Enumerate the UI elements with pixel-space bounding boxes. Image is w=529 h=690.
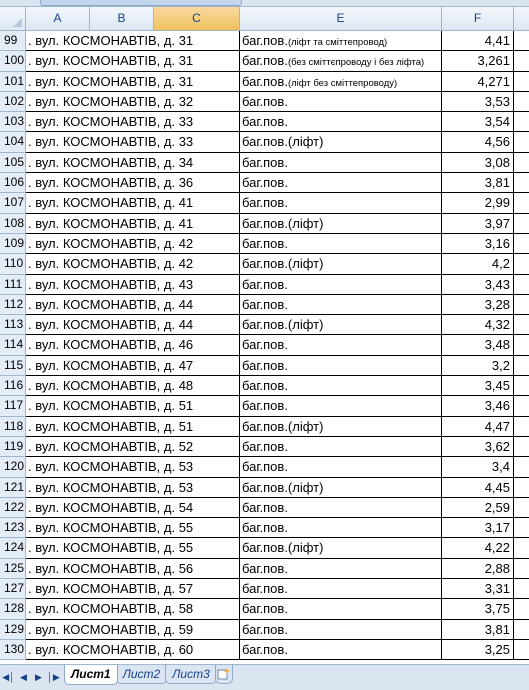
table-row xyxy=(0,417,529,437)
column-headers xyxy=(0,7,529,31)
building-type-cell[interactable] xyxy=(240,72,442,91)
rate-value-cell[interactable]: 3,43 xyxy=(442,275,514,294)
building-type-text: баг.пов. xyxy=(242,195,288,211)
building-type-cell[interactable] xyxy=(240,173,442,192)
address-cell[interactable]: . вул. КОСМОНАВТІВ, д. 44 xyxy=(26,295,240,314)
empty-cell[interactable] xyxy=(514,437,529,456)
building-type-cell[interactable] xyxy=(240,132,442,151)
building-type-cell[interactable] xyxy=(240,599,442,618)
building-type-cell[interactable] xyxy=(240,193,442,212)
building-type-cell[interactable] xyxy=(240,579,442,598)
building-type-text: баг.пов.(ліфт) xyxy=(242,134,324,150)
building-type-cell[interactable] xyxy=(240,295,442,314)
address-cell[interactable]: . вул. КОСМОНАВТІВ, д. 33 xyxy=(26,112,240,131)
address-cell[interactable]: . вул. КОСМОНАВТІВ, д. 33 xyxy=(26,132,240,151)
building-type-text: баг.пов. xyxy=(242,438,288,454)
empty-cell[interactable] xyxy=(514,31,529,50)
column-header-a[interactable]: A xyxy=(26,7,90,30)
empty-cell[interactable] xyxy=(514,518,529,537)
row-header[interactable]: 119 xyxy=(0,437,26,457)
address-cell[interactable]: . вул. КОСМОНАВТІВ, д. 42 xyxy=(26,234,240,253)
sheet-tabs xyxy=(64,665,231,687)
address-cell[interactable]: . вул. КОСМОНАВТІВ, д. 36 xyxy=(26,173,240,192)
table-row xyxy=(0,112,529,132)
building-type-text: баг.пов. xyxy=(242,235,288,251)
address-cell[interactable]: . вул. КОСМОНАВТІВ, д. 42 xyxy=(26,254,240,273)
empty-cell[interactable] xyxy=(514,295,529,314)
table-row xyxy=(0,234,529,254)
building-type-cell[interactable] xyxy=(240,315,442,334)
building-type-cell[interactable] xyxy=(240,437,442,456)
rate-value-cell[interactable]: 3,16 xyxy=(442,234,514,253)
column-header-b[interactable]: B xyxy=(90,7,154,30)
address-cell[interactable]: . вул. КОСМОНАВТІВ, д. 41 xyxy=(26,193,240,212)
building-type-cell[interactable] xyxy=(240,31,442,50)
rate-value-cell[interactable]: 3,261 xyxy=(442,51,514,70)
next-sheet-icon[interactable]: ▶ xyxy=(35,671,42,682)
building-type-text: баг.пов. xyxy=(242,93,288,109)
table-row xyxy=(0,315,529,335)
table-row xyxy=(0,51,529,71)
table-row xyxy=(0,335,529,355)
address-cell[interactable]: . вул. КОСМОНАВТІВ, д. 58 xyxy=(26,599,240,618)
address-cell[interactable]: . вул. КОСМОНАВТІВ, д. 44 xyxy=(26,315,240,334)
building-type-cell[interactable] xyxy=(240,620,442,639)
rate-value-cell[interactable]: 3,31 xyxy=(442,579,514,598)
row-header[interactable]: 121 xyxy=(0,478,26,498)
empty-cell[interactable] xyxy=(514,478,529,497)
building-type-text: баг.пов. xyxy=(242,601,288,617)
building-type-text: баг.пов. xyxy=(242,154,288,170)
building-type-cell[interactable] xyxy=(240,356,442,375)
table-row xyxy=(0,538,529,558)
row-header[interactable]: 109 xyxy=(0,234,26,254)
empty-cell[interactable] xyxy=(514,315,529,334)
rate-value-cell[interactable]: 3,48 xyxy=(442,335,514,354)
row-header[interactable]: 106 xyxy=(0,173,26,193)
rate-value-cell[interactable]: 3,2 xyxy=(442,356,514,375)
address-cell[interactable]: . вул. КОСМОНАВТІВ, д. 48 xyxy=(26,376,240,395)
table-row xyxy=(0,92,529,112)
empty-cell[interactable] xyxy=(514,72,529,91)
building-type-note: (без сміттєпроводу і без ліфта) xyxy=(287,57,425,69)
table-row xyxy=(0,31,529,51)
column-header-e[interactable]: E xyxy=(240,7,442,30)
building-type-text: баг.пов.(ліфт) xyxy=(242,540,324,556)
row-header[interactable]: 101 xyxy=(0,72,26,92)
address-cell[interactable]: . вул. КОСМОНАВТІВ, д. 46 xyxy=(26,335,240,354)
table-row xyxy=(0,620,529,640)
empty-cell[interactable] xyxy=(514,173,529,192)
building-type-text: баг.пов. xyxy=(242,378,288,394)
address-cell[interactable]: . вул. КОСМОНАВТІВ, д. 31 xyxy=(26,51,240,70)
building-type-cell[interactable] xyxy=(240,153,442,172)
rate-value-cell[interactable]: 4,47 xyxy=(442,417,514,436)
table-row xyxy=(0,579,529,599)
rate-value-cell[interactable]: 4,271 xyxy=(442,72,514,91)
empty-cell[interactable] xyxy=(514,254,529,273)
address-cell[interactable]: . вул. КОСМОНАВТІВ, д. 54 xyxy=(26,498,240,517)
rate-value-cell[interactable]: 3,81 xyxy=(442,620,514,639)
empty-cell[interactable] xyxy=(514,112,529,131)
row-header[interactable]: 110 xyxy=(0,254,26,274)
select-all-corner[interactable] xyxy=(0,7,26,30)
prev-sheet-icon[interactable]: ◀ xyxy=(20,671,27,682)
rate-value-cell[interactable]: 3,08 xyxy=(442,153,514,172)
row-header[interactable]: 122 xyxy=(0,498,26,518)
rate-value-cell[interactable]: 2,99 xyxy=(442,193,514,212)
rate-value-cell[interactable]: 4,45 xyxy=(442,478,514,497)
rate-value-cell[interactable]: 3,46 xyxy=(442,396,514,415)
empty-cell[interactable] xyxy=(514,356,529,375)
empty-cell[interactable] xyxy=(514,559,529,578)
sheet-nav-buttons xyxy=(2,668,60,686)
building-type-cell[interactable] xyxy=(240,92,442,111)
building-type-text: баг.пов. xyxy=(242,520,288,536)
rate-value-cell[interactable]: 4,32 xyxy=(442,315,514,334)
rate-value-cell[interactable]: 3,17 xyxy=(442,518,514,537)
empty-cell[interactable] xyxy=(514,457,529,476)
address-cell[interactable]: . вул. КОСМОНАВТІВ, д. 51 xyxy=(26,396,240,415)
table-row xyxy=(0,275,529,295)
table-row xyxy=(0,356,529,376)
last-sheet-icon[interactable]: │▶ xyxy=(47,671,60,682)
row-header[interactable]: 111 xyxy=(0,275,26,295)
rate-value-cell[interactable]: 4,2 xyxy=(442,254,514,273)
address-cell[interactable]: . вул. КОСМОНАВТІВ, д. 60 xyxy=(26,640,240,659)
rate-value-cell[interactable]: 3,62 xyxy=(442,437,514,456)
rate-value-cell[interactable]: 3,25 xyxy=(442,640,514,659)
row-header[interactable]: 103 xyxy=(0,112,26,132)
building-type-text: баг.пов. xyxy=(242,560,288,576)
table-row xyxy=(0,376,529,396)
building-type-text: баг.пов. xyxy=(242,53,288,69)
address-cell[interactable]: . вул. КОСМОНАВТІВ, д. 34 xyxy=(26,153,240,172)
table-row xyxy=(0,72,529,92)
building-type-cell[interactable] xyxy=(240,112,442,131)
rate-value-cell[interactable]: 2,59 xyxy=(442,498,514,517)
first-sheet-icon[interactable]: ◀│ xyxy=(2,671,15,682)
table-row xyxy=(0,153,529,173)
empty-cell[interactable] xyxy=(514,599,529,618)
empty-cell[interactable] xyxy=(514,335,529,354)
row-header[interactable]: 120 xyxy=(0,457,26,477)
empty-cell[interactable] xyxy=(514,620,529,639)
row-header[interactable]: 118 xyxy=(0,417,26,437)
row-header[interactable]: 124 xyxy=(0,538,26,558)
address-cell[interactable]: . вул. КОСМОНАВТІВ, д. 55 xyxy=(26,538,240,557)
table-row xyxy=(0,498,529,518)
row-header[interactable]: 100 xyxy=(0,51,26,71)
empty-cell[interactable] xyxy=(514,538,529,557)
row-header[interactable]: 125 xyxy=(0,559,26,579)
address-cell[interactable]: . вул. КОСМОНАВТІВ, д. 31 xyxy=(26,72,240,91)
address-cell[interactable]: . вул. КОСМОНАВТІВ, д. 47 xyxy=(26,356,240,375)
table-row xyxy=(0,396,529,416)
building-type-text: баг.пов.(ліфт) xyxy=(242,479,324,495)
table-row xyxy=(0,295,529,315)
building-type-text: баг.пов. xyxy=(242,357,288,373)
column-header-c[interactable]: C xyxy=(154,7,240,30)
row-header[interactable]: 108 xyxy=(0,214,26,234)
building-type-text: баг.пов. xyxy=(242,641,288,657)
building-type-cell[interactable] xyxy=(240,518,442,537)
building-type-cell[interactable] xyxy=(240,51,442,70)
building-type-text: баг.пов. xyxy=(242,175,288,191)
building-type-cell[interactable] xyxy=(240,417,442,436)
column-header-blank xyxy=(514,7,529,30)
column-header-f[interactable]: F xyxy=(442,7,514,30)
building-type-text: баг.пов. xyxy=(242,276,288,292)
row-header[interactable]: 102 xyxy=(0,92,26,112)
row-header[interactable]: 112 xyxy=(0,295,26,315)
row-header[interactable]: 99 xyxy=(0,31,26,51)
building-type-text: баг.пов. xyxy=(242,398,288,414)
table-row xyxy=(0,518,529,538)
address-cell[interactable]: . вул. КОСМОНАВТІВ, д. 52 xyxy=(26,437,240,456)
rate-value-cell[interactable]: 3,28 xyxy=(442,295,514,314)
row-header[interactable]: 123 xyxy=(0,518,26,538)
empty-cell[interactable] xyxy=(514,92,529,111)
empty-cell[interactable] xyxy=(514,234,529,253)
building-type-cell[interactable] xyxy=(240,376,442,395)
building-type-cell[interactable] xyxy=(240,396,442,415)
empty-cell[interactable] xyxy=(514,51,529,70)
address-cell[interactable]: . вул. КОСМОНАВТІВ, д. 56 xyxy=(26,559,240,578)
rate-value-cell[interactable]: 3,54 xyxy=(442,112,514,131)
insert-sheet-icon xyxy=(217,668,231,680)
sheet-tab-1[interactable]: Лист1 xyxy=(64,665,118,685)
sheet-tab-2[interactable]: Лист2 xyxy=(116,665,168,684)
building-type-cell[interactable] xyxy=(240,254,442,273)
building-type-cell[interactable] xyxy=(240,640,442,659)
empty-cell[interactable] xyxy=(514,396,529,415)
rate-value-cell[interactable]: 3,97 xyxy=(442,214,514,233)
building-type-text: баг.пов. xyxy=(242,73,288,89)
rate-value-cell[interactable]: 3,81 xyxy=(442,173,514,192)
rate-value-cell[interactable]: 2,88 xyxy=(442,559,514,578)
address-cell[interactable]: . вул. КОСМОНАВТІВ, д. 51 xyxy=(26,417,240,436)
rate-value-cell[interactable]: 3,4 xyxy=(442,457,514,476)
table-row xyxy=(0,173,529,193)
address-cell[interactable]: . вул. КОСМОНАВТІВ, д. 32 xyxy=(26,92,240,111)
horizontal-scrollbar-top[interactable] xyxy=(0,0,529,7)
table-row xyxy=(0,640,529,660)
spreadsheet-grid xyxy=(0,31,529,660)
building-type-cell[interactable] xyxy=(240,498,442,517)
address-cell[interactable]: . вул. КОСМОНАВТІВ, д. 31 xyxy=(26,31,240,50)
table-row xyxy=(0,437,529,457)
empty-cell[interactable] xyxy=(514,214,529,233)
sheet-tab-bar xyxy=(0,664,529,690)
rate-value-cell[interactable]: 4,56 xyxy=(442,132,514,151)
building-type-cell[interactable] xyxy=(240,214,442,233)
row-header[interactable]: 113 xyxy=(0,315,26,335)
building-type-text: баг.пов.(ліфт) xyxy=(242,215,324,231)
row-header[interactable]: 128 xyxy=(0,599,26,619)
building-type-cell[interactable] xyxy=(240,457,442,476)
building-type-text: баг.пов. xyxy=(242,621,288,637)
building-type-note: (ліфт без сміттепроводу) xyxy=(287,77,398,89)
table-row xyxy=(0,214,529,234)
empty-cell[interactable] xyxy=(514,579,529,598)
rate-value-cell[interactable]: 3,75 xyxy=(442,599,514,618)
building-type-cell[interactable] xyxy=(240,275,442,294)
insert-sheet-button[interactable] xyxy=(215,665,233,684)
address-cell[interactable]: . вул. КОСМОНАВТІВ, д. 53 xyxy=(26,457,240,476)
table-row xyxy=(0,254,529,274)
building-type-text: баг.пов. xyxy=(242,296,288,312)
building-type-text: баг.пов. xyxy=(242,581,288,597)
empty-cell[interactable] xyxy=(514,275,529,294)
row-header[interactable]: 130 xyxy=(0,640,26,660)
rate-value-cell[interactable]: 3,53 xyxy=(442,92,514,111)
building-type-note: (ліфт та сміттепровод) xyxy=(287,37,388,48)
building-type-text: баг.пов. xyxy=(242,499,288,515)
empty-cell[interactable] xyxy=(514,132,529,151)
building-type-cell[interactable] xyxy=(240,335,442,354)
building-type-text: баг.пов. xyxy=(242,33,288,48)
table-row xyxy=(0,599,529,619)
building-type-cell[interactable] xyxy=(240,538,442,557)
address-cell[interactable]: . вул. КОСМОНАВТІВ, д. 53 xyxy=(26,478,240,497)
building-type-text: баг.пов. xyxy=(242,337,288,353)
table-row xyxy=(0,132,529,152)
empty-cell[interactable] xyxy=(514,153,529,172)
rate-value-cell[interactable]: 4,22 xyxy=(442,538,514,557)
row-header[interactable]: 116 xyxy=(0,376,26,396)
building-type-text: баг.пов. xyxy=(242,114,288,130)
row-header[interactable]: 114 xyxy=(0,335,26,355)
table-row xyxy=(0,478,529,498)
table-row xyxy=(0,193,529,213)
row-header[interactable]: 104 xyxy=(0,132,26,152)
address-cell[interactable]: . вул. КОСМОНАВТІВ, д. 41 xyxy=(26,214,240,233)
empty-cell[interactable] xyxy=(514,640,529,659)
rate-value-cell[interactable]: 3,45 xyxy=(442,376,514,395)
address-cell[interactable]: . вул. КОСМОНАВТІВ, д. 59 xyxy=(26,620,240,639)
address-cell[interactable]: . вул. КОСМОНАВТІВ, д. 43 xyxy=(26,275,240,294)
building-type-text: баг.пов.(ліфт) xyxy=(242,418,324,434)
empty-cell[interactable] xyxy=(514,417,529,436)
row-header[interactable]: 127 xyxy=(0,579,26,599)
building-type-text: баг.пов. xyxy=(242,459,288,475)
table-row xyxy=(0,559,529,579)
building-type-text: баг.пов.(ліфт) xyxy=(242,317,324,333)
scroll-thumb[interactable] xyxy=(40,0,242,6)
building-type-cell[interactable] xyxy=(240,234,442,253)
address-cell[interactable]: . вул. КОСМОНАВТІВ, д. 57 xyxy=(26,579,240,598)
row-header[interactable]: 129 xyxy=(0,620,26,640)
row-header[interactable]: 105 xyxy=(0,153,26,173)
building-type-cell[interactable] xyxy=(240,559,442,578)
row-header[interactable]: 115 xyxy=(0,356,26,376)
building-type-cell[interactable] xyxy=(240,478,442,497)
empty-cell[interactable] xyxy=(514,498,529,517)
row-header[interactable]: 107 xyxy=(0,193,26,213)
empty-cell[interactable] xyxy=(514,193,529,212)
table-row xyxy=(0,457,529,477)
empty-cell[interactable] xyxy=(514,376,529,395)
sheet-tab-3[interactable]: Лист3 xyxy=(165,665,217,684)
address-cell[interactable]: . вул. КОСМОНАВТІВ, д. 55 xyxy=(26,518,240,537)
rate-value-cell[interactable]: 4,41 xyxy=(442,31,514,50)
building-type-text: баг.пов.(ліфт) xyxy=(242,256,324,272)
row-header[interactable]: 117 xyxy=(0,396,26,416)
